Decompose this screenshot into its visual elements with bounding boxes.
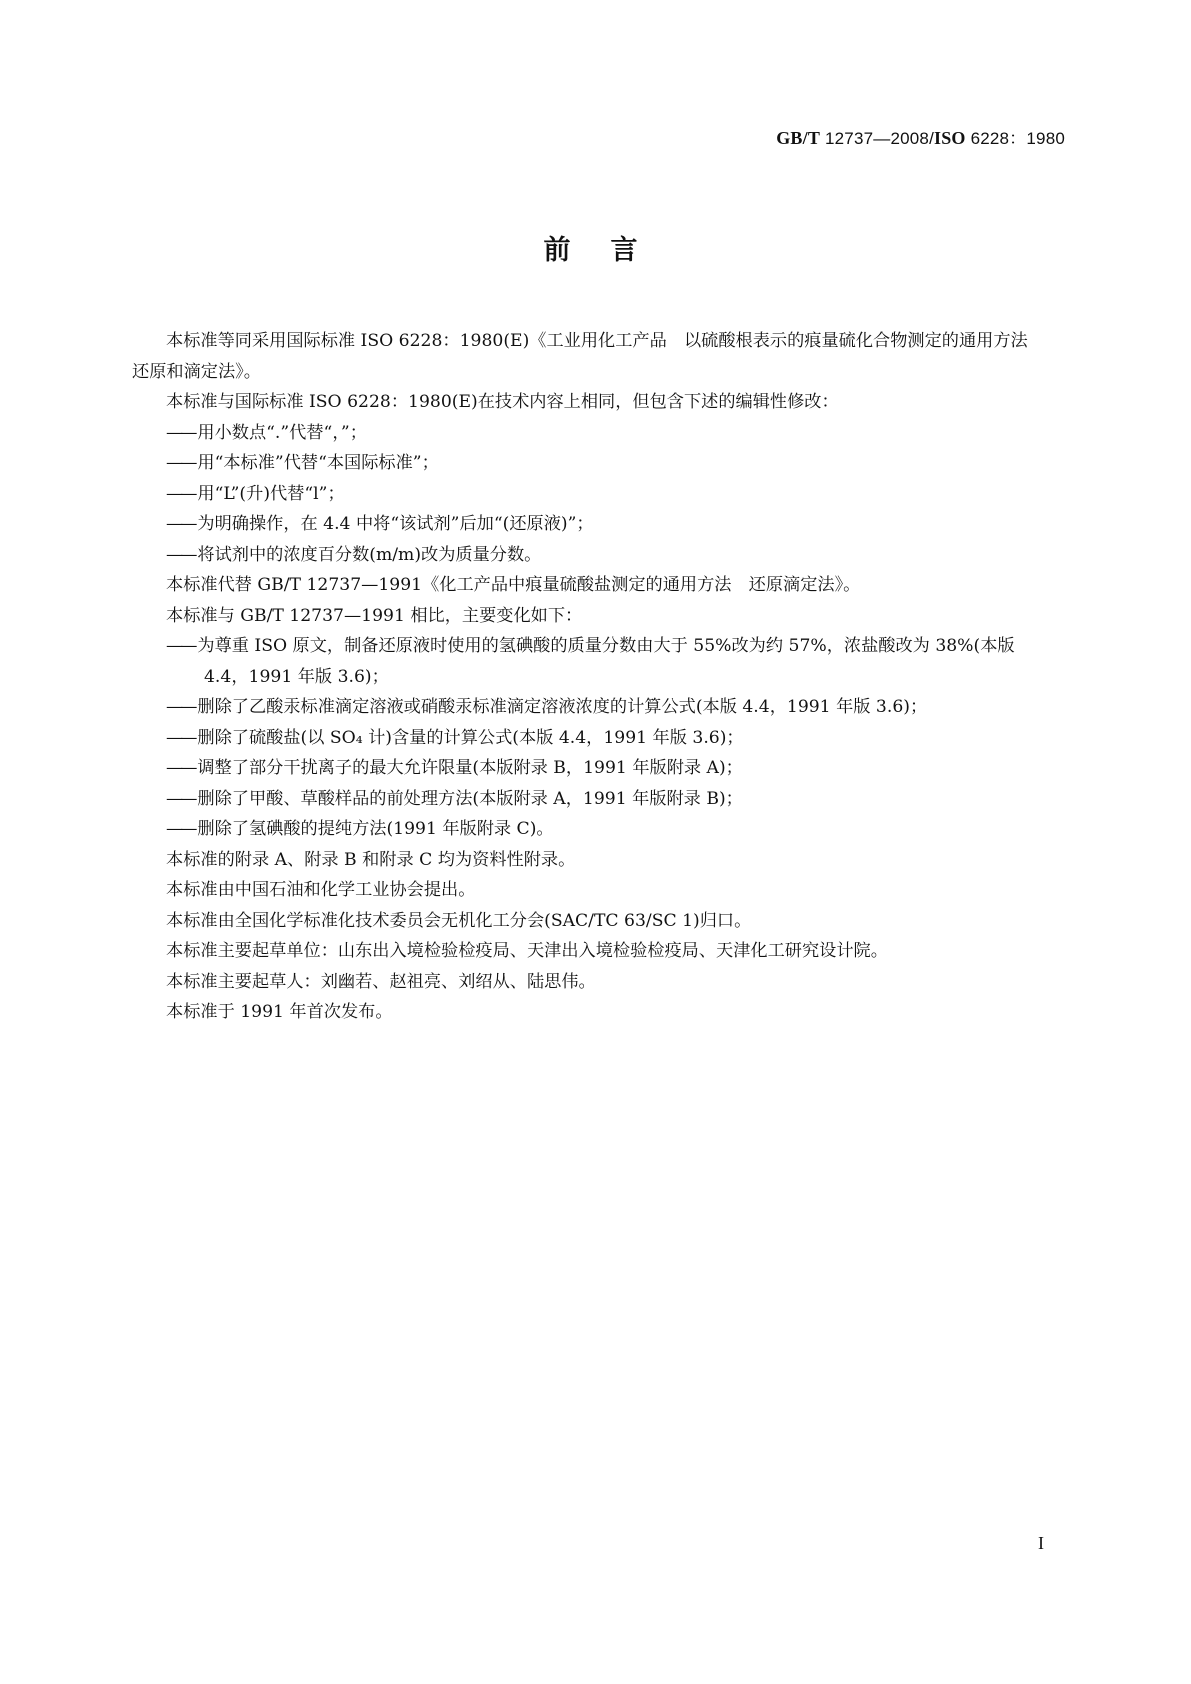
- dash-bullet: ——: [166, 483, 195, 504]
- paragraph: [132, 875, 1062, 906]
- standard-number-header: [776, 124, 1065, 149]
- paragraph-text: 本标准主要起草人：刘幽若、赵祖亮、刘绍从、陆思伟。: [166, 971, 596, 992]
- dash-item: [132, 448, 1062, 479]
- page-title: 前言: [543, 235, 678, 266]
- dash-item-text: 为尊重 ISO 原文，制备还原液时使用的氢碘酸的质量分数由大于 55%改为约 57%，浓盐酸改为 38%(本版 4.4，1991 年版 3.6)；: [197, 636, 1015, 687]
- paragraph: [132, 387, 1062, 418]
- paragraph: [132, 997, 1062, 1028]
- dash-item-text: 用“L”(升)代替“l”；: [197, 483, 345, 504]
- dash-item-text: 调整了部分干扰离子的最大允许限量(本版附录 B，1991 年版附录 A)；: [197, 758, 743, 778]
- dash-item-text: 用“本标准”代替“本国际标准”；: [197, 453, 439, 473]
- paragraph: [132, 936, 1062, 967]
- dash-item: [132, 631, 1062, 692]
- dash-bullet: ——: [166, 697, 195, 717]
- dash-item: [132, 784, 1062, 815]
- dash-item-text: 删除了硫酸盐(以 SO₄ 计)含量的计算公式(本版 4.4，1991 年版 3.6)；: [197, 727, 744, 748]
- dash-item: [132, 509, 1062, 540]
- dash-item: [132, 692, 1062, 723]
- dash-item: [132, 418, 1062, 449]
- dash-item-text: 删除了甲酸、草酸样品的前处理方法(本版附录 A，1991 年版附录 B)；: [197, 788, 743, 809]
- dash-bullet: ——: [166, 453, 195, 473]
- paragraph-text: 本标准与国际标准 ISO 6228：1980(E)在技术内容上相同，但包含下述的编辑性修改：: [166, 392, 839, 412]
- dash-item-text: 将试剂中的浓度百分数(m/m)改为质量分数。: [197, 544, 542, 565]
- dash-bullet: ——: [166, 727, 195, 748]
- paragraph-text: 本标准等同采用国际标准 ISO 6228：1980(E)《工业用化工产品 以硫酸根表示的痕量硫化合物测定的通用方法 还原和滴定法》。: [132, 331, 1045, 382]
- dash-bullet: ——: [166, 819, 195, 839]
- paragraph-text: 本标准与 GB/T 12737—1991 相比，主要变化如下：: [166, 605, 583, 626]
- std-iso-number: 6228：1980: [970, 129, 1065, 148]
- dash-item: [132, 814, 1062, 845]
- dash-bullet: ——: [166, 544, 195, 565]
- std-gb-number: 12737—2008/: [824, 129, 934, 148]
- dash-item-text: 用小数点“.”代替“，”；: [197, 422, 367, 443]
- dash-bullet: ——: [166, 636, 195, 656]
- page-number: I: [1038, 1533, 1044, 1553]
- std-iso-prefix: ISO: [934, 128, 966, 148]
- dash-bullet: ——: [166, 758, 195, 778]
- paragraph: [132, 967, 1062, 998]
- dash-item-text: 为明确操作，在 4.4 中将“该试剂”后加“(还原液)”；: [197, 514, 594, 534]
- paragraph: [132, 601, 1062, 632]
- std-gb-prefix: GB/T: [776, 128, 821, 148]
- dash-item: [132, 479, 1062, 510]
- paragraph-text: 本标准代替 GB/T 12737—1991《化工产品中痕量硫酸盐测定的通用方法 还原滴定法》。: [166, 575, 861, 595]
- paragraph: [132, 845, 1062, 876]
- paragraph: [132, 906, 1062, 937]
- paragraph-text: 本标准的附录 A、附录 B 和附录 C 均为资料性附录。: [166, 849, 576, 870]
- dash-item: [132, 753, 1062, 784]
- paragraph-text: 本标准由中国石油和化学工业协会提出。: [166, 880, 476, 900]
- paragraph-text: 本标准主要起草单位：山东出入境检验检疫局、天津出入境检验检疫局、天津化工研究设计院。: [166, 941, 888, 961]
- dash-bullet: ——: [166, 788, 195, 809]
- dash-item-text: 删除了氢碘酸的提纯方法(1991 年版附录 C)。: [197, 819, 554, 839]
- dash-bullet: ——: [166, 514, 195, 534]
- paragraph-text: 本标准由全国化学标准化技术委员会无机化工分会(SAC/TC 63/SC 1)归口。: [166, 910, 752, 931]
- dash-item-text: 删除了乙酸汞标准滴定溶液或硝酸汞标准滴定溶液浓度的计算公式(本版 4.4，1991 年版 3.6)；: [197, 697, 928, 717]
- dash-item: [132, 540, 1062, 571]
- dash-bullet: ——: [166, 422, 195, 443]
- paragraph: [132, 326, 1062, 387]
- paragraph: [132, 570, 1062, 601]
- foreword-body: [132, 326, 1062, 1028]
- paragraph-text: 本标准于 1991 年首次发布。: [166, 1002, 393, 1022]
- dash-item: [132, 723, 1062, 754]
